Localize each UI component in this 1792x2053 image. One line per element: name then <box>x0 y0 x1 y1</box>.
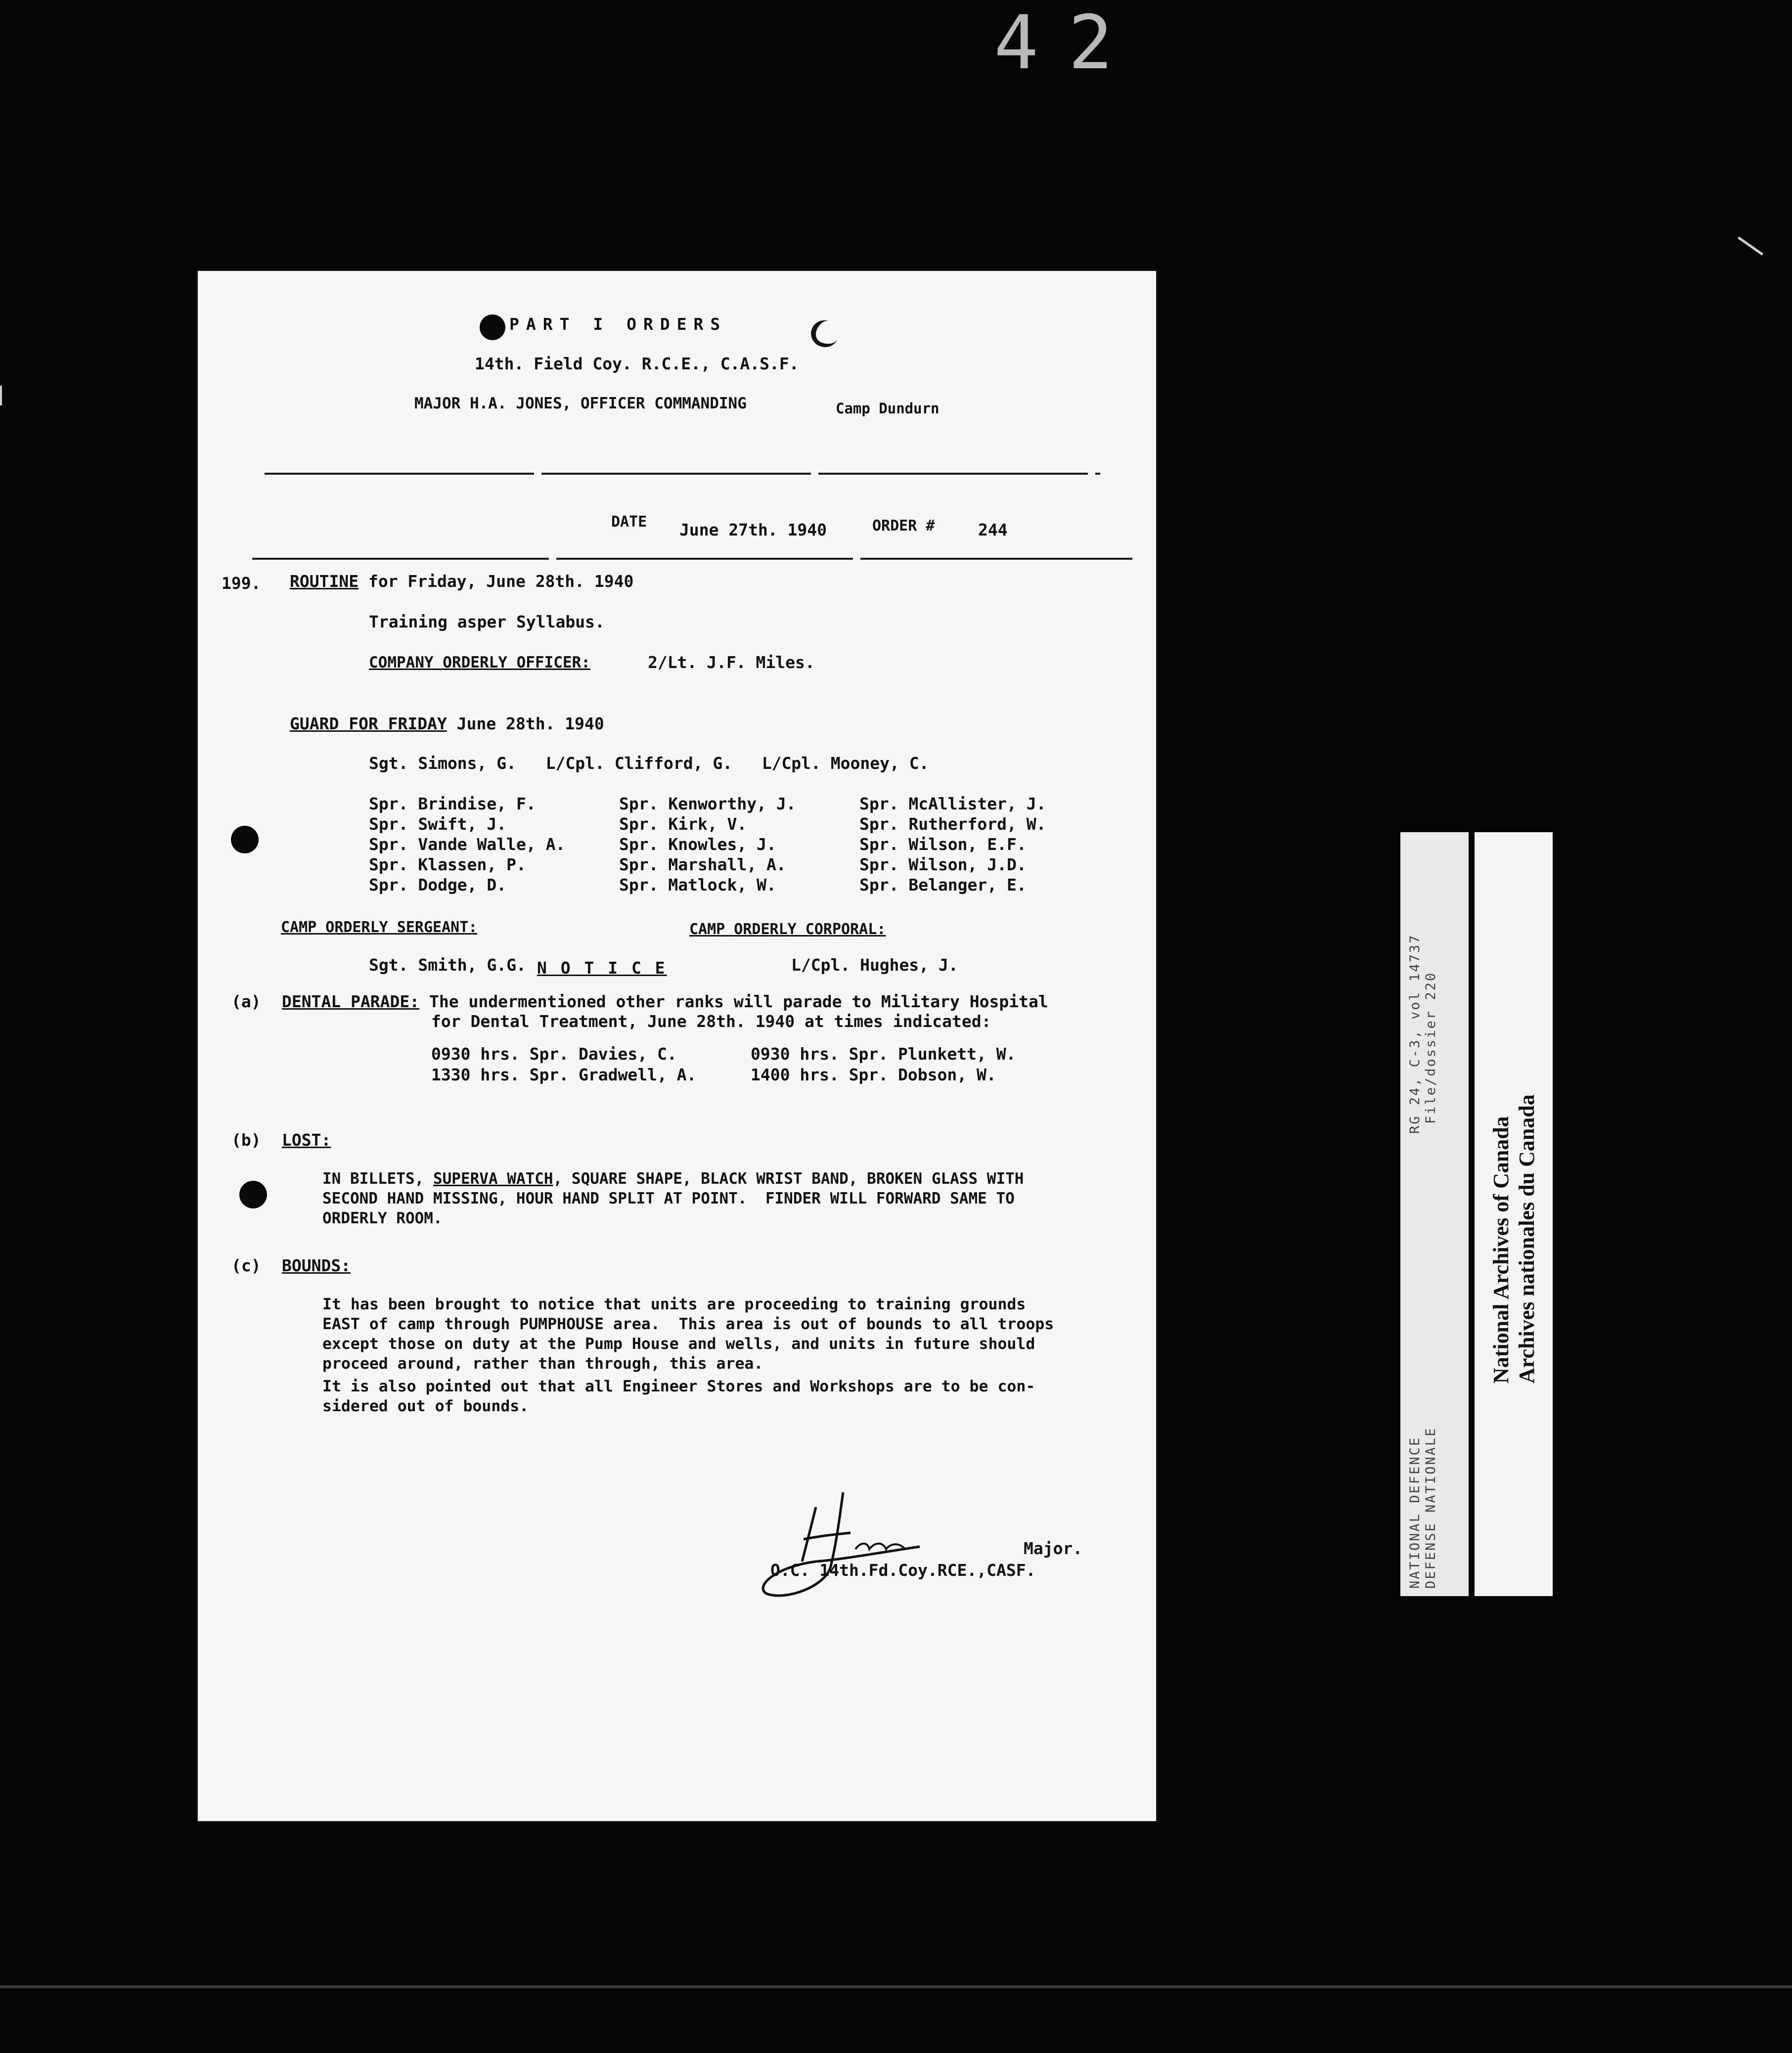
edge-mark <box>1738 236 1763 256</box>
date-value: June 27th. 1940 <box>679 520 827 539</box>
lost-marker: (b) <box>231 1130 261 1150</box>
guard-column-2 <box>619 794 796 895</box>
guard-member: Spr. Brindise, F. <box>369 794 536 813</box>
dental-appointment: 0930 hrs. Spr. Plunkett, W. <box>751 1044 1016 1064</box>
lost-line-1: IN BILLETS, SUPERVA WATCH, SQUARE SHAPE, BLACK WRIST BAND, BROKEN GLASS WITH <box>322 1170 1024 1188</box>
archive-label-reference-strip <box>1400 832 1469 1596</box>
guard-column-3 <box>859 794 1046 895</box>
archive-label-name-strip <box>1475 832 1553 1596</box>
date-rule <box>252 558 1132 560</box>
handwritten-signature <box>757 1487 964 1606</box>
lost-line-2: SECOND HAND MISSING, HOUR HAND SPLIT AT POINT. FINDER WILL FORWARD SAME TO <box>322 1190 1015 1207</box>
guard-ncos: Sgt. Simons, G. L/Cpl. Clifford, G. L/Cpl. Mooney, C. <box>369 754 929 773</box>
guard-member: Spr. Wilson, J.D. <box>859 855 1027 874</box>
guard-member: Spr. Knowles, J. <box>619 835 776 854</box>
camp-orderly-sergeant-label: CAMP ORDERLY SERGEANT: <box>281 919 478 936</box>
orders-document <box>198 271 1156 1821</box>
guard-member: Spr. Kirk, V. <box>619 814 747 834</box>
bounds-paragraph-line: It is also pointed out that all Engineer Stores and Workshops are to be con- <box>322 1378 1035 1395</box>
guard-member: Spr. Belanger, E. <box>859 875 1027 894</box>
bounds-marker: (c) <box>231 1256 261 1275</box>
item-number: 199. <box>222 574 261 593</box>
guard-member: Spr. Swift, J. <box>369 814 507 834</box>
guard-member: Spr. McAllister, J. <box>859 794 1046 813</box>
guard-heading: GUARD FOR FRIDAY June 28th. 1940 <box>290 714 604 733</box>
dental-line-1: DENTAL PARADE: The undermentioned other ranks will parade to Military Hospital <box>282 992 1048 1011</box>
guard-member: Spr. Wilson, E.F. <box>859 835 1027 854</box>
order-value: 244 <box>978 520 1008 539</box>
guard-member: Spr. Matlock, W. <box>619 875 776 894</box>
bounds-paragraph-line: EAST of camp through PUMPHOUSE area. This area is out of bounds to all troops <box>322 1315 1054 1333</box>
routine-heading: ROUTINE for Friday, June 28th. 1940 <box>290 572 634 591</box>
archives-name-french: Archives nationales du Canada <box>1515 1094 1539 1384</box>
guard-member: Spr. Vande Walle, A. <box>369 835 566 854</box>
punch-hole <box>239 1181 267 1208</box>
archive-label <box>1400 832 1553 1596</box>
dental-line-2: for Dental Treatment, June 28th. 1940 at times indicated: <box>431 1012 991 1031</box>
unit-name: 14th. Field Coy. R.C.E., C.A.S.F. <box>475 354 799 373</box>
bounds-paragraph-line: except those on duty at the Pump House and wells, and units in future should <box>322 1335 1035 1353</box>
camp-orderly-corporal-label: CAMP ORDERLY CORPORAL: <box>689 921 886 938</box>
header-rule <box>265 473 1100 475</box>
order-label: ORDER # <box>872 517 935 535</box>
punch-hole <box>480 314 505 340</box>
notice-heading: N O T I C E <box>537 958 667 978</box>
coo-value: 2/Lt. J.F. Miles. <box>648 653 815 672</box>
guard-member: Spr. Kenworthy, J. <box>619 794 796 813</box>
department-french: DEFENSE NATIONALE <box>1423 1427 1438 1589</box>
document-title: PART I ORDERS <box>509 314 727 334</box>
dental-appointment: 1330 hrs. Spr. Gradwell, A. <box>431 1065 697 1084</box>
punch-hole <box>231 826 259 853</box>
archives-name-english: National Archives of Canada <box>1489 1116 1513 1384</box>
department-english: NATIONAL DEFENCE <box>1407 1436 1423 1589</box>
coo-label: COMPANY ORDERLY OFFICER: <box>369 654 590 671</box>
bounds-heading: BOUNDS: <box>282 1256 351 1275</box>
edge-mark <box>0 386 2 405</box>
lost-line-3: ORDERLY ROOM. <box>322 1209 443 1227</box>
signature-rank: Major. <box>1024 1539 1083 1558</box>
camp-orderly-sergeant-value: Sgt. Smith, G.G. <box>369 955 526 975</box>
commander-line: MAJOR H.A. JONES, OFFICER COMMANDING <box>414 395 747 412</box>
guard-member: Spr. Dodge, D. <box>369 875 507 894</box>
frame-number: 42 <box>994 0 1143 86</box>
dental-appointment: 1400 hrs. Spr. Dobson, W. <box>751 1065 996 1084</box>
file-number: File/dossier 220 <box>1423 971 1438 1124</box>
guard-column-1 <box>369 794 565 895</box>
date-label: DATE <box>611 513 647 531</box>
dental-marker: (a) <box>231 992 261 1011</box>
camp-name: Camp Dundurn <box>836 400 940 417</box>
guard-member: Spr. Marshall, A. <box>619 855 786 874</box>
bounds-paragraph-line: It has been brought to notice that units are proceeding to training grounds <box>322 1295 1026 1313</box>
bounds-paragraph-line: sidered out of bounds. <box>322 1397 529 1415</box>
bounds-paragraph-line: proceed around, rather than through, this area. <box>322 1355 763 1373</box>
guard-member: Spr. Klassen, P. <box>369 855 526 874</box>
film-edge-line <box>0 1985 1792 1988</box>
camp-orderly-corporal-value: L/Cpl. Hughes, J. <box>791 955 958 975</box>
training-line: Training asper Syllabus. <box>369 612 605 631</box>
guard-member: Spr. Rutherford, W. <box>859 814 1046 834</box>
signature-title: O.C. 14th.Fd.Coy.RCE.,CASF. <box>770 1561 1036 1580</box>
lost-heading: LOST: <box>282 1130 331 1150</box>
ink-mark <box>807 316 842 351</box>
reference-number: RG 24, C-3, vol 14737 <box>1407 934 1423 1134</box>
dental-appointment: 0930 hrs. Spr. Davies, C. <box>431 1044 677 1064</box>
